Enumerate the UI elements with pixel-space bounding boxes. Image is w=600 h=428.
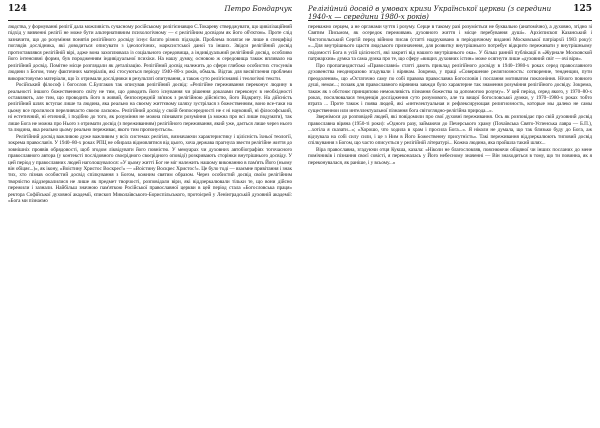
left-body-text — [8, 24, 292, 205]
left-paragraph: Російський філософ і богослов С.Булгаков так описував релігійний досвід: «Релігійне переживання переконує людину в реальності іншого божественного світу не тим, що доводить його існування чи рішення доказами переконує в необхідності оставляють, але тим, що проводить його в живий, безпосередній зв'язок з релігійною дійсністю, його Відкриту. На дійсність релігійний шлях вступає лише та людина, яка реально на своєму життєвому шляху зустрілася з божественним, воно все-таки на цьому все пролилося переливчасто своєю ласкою». Релігійний досвід у своїй безпосередності не є ні науковий, ні філософський, ні естетичний, ні етичний, і подібно до того, як розуміння не можна пізнавати розуміння (а можна про всі лише подумати), так лише Бога не можна про Нього з отримати досвід (з переживанням) релігійного переживання, який уже, дається лише через нього та людина, яка реально цьому реально переживає, якого тим пропонується». — [8, 82, 292, 134]
right-page — [300, 0, 600, 428]
left-paragraph: Релігійний досвід важливою дуже важливим у всіх системах релігіях, визначаючи характеристику і цілісність їхньої теології, зокрема православ'я. У 1940–80-х роках РПЦ не обирала відмовлятися від цього, хоча держава прагнула звести релігійне життя до зовнішніх проявів обрядовості, щоб згодом ліквідувати його повністю. У мемуарах чи духовних автобіографіях тогочасного православного автора (у контексті послідовного своєрідного своєрідного оповіді) розкривають сторінки внутрішнього досвіду. У цей період у православних людей наголошувалося: «У цьому житті Бог не міг належить нашому виконанню в пам'ять Його (ньому він обіцяє...)», як ікону, «Воістину Христос Воскрес!» — «Воістину Воскрес Христос!». Це було тоді — взаємне привітання і знак тих, хто пізнав особистий досвід спілкування з Богом, кожним святим образом. Через особистий досвід своїм релігійним творчістю віддзеркалилися не лише як предмет творчості, розповідали віри, які віддзеркалювали тільки те, що вони дійсно пережили і зазнали. Найбільш значною пам'яткою Російської православної церкви в цей період стала «Богословська праця» ректора Софійської духовної академії, єпископ Миколаївського-Бориспільського, протоієрей у Ленінградській духовній академії: «Бога ми пізнаємо — [8, 133, 292, 205]
right-paragraph: Звернімося до розповідей людей, які повідомили про свої духовні переживання. Ось як розповідає про свій духовний досвід православна віряна (1950-ті роки): «Одного разу, займаючи до Печерського храму (Почаївська Свято-Успенська лавра — Б.П.), ...хотіла я сказати...»; «Хорошо, что ходила в храм і просила Бога...». Я ніколи не думала, що так близько буду до Бога, аж відчувала на собі силу сили, і це з Ним в Його Божественну присутність». Такі переживання віддзеркалюють типовий досвід спілкування з Богом, що часто описується у релігійній літературі... Кожна людина, яка пройшла такий шлях... — [308, 114, 592, 147]
right-body-text — [308, 24, 592, 166]
right-paragraph: переважно серцем, а не органами чуття і розуму. Серце в такому разі розуміється не буквально (анатомічно), а духовно, згідно зі Святим Письмом, як осередок переживань духовного життя і місце перебування душі». Архієпископ Казанський і Чистопольський Сергій перед війною писав (статті надруковано в періодичному виданні Московської патріархії 1983 року): «...Для внутрішнього щастя людського призначення, для розвитку внутрішнього потребує відкрито переживати у внутрішньому свідомості Бога в усій цілісності, які закриті від нашого внутрішнього ока». У більш ранній публікації в «Журнале Московской патриархии» думка та сама думка про те, що сферу «вищих духовних істин» може осягнути лише «духовний світ — очі віри». — [308, 24, 592, 63]
right-running-title: Релігійний досвід в умовах кризи Української церкви (з середини 1940-х — середини 1980-х років) — [308, 5, 552, 21]
right-paragraph: Про пропагандистські «Православні» статті дають приклад релігійного досвіду в 1940–1980-х роках серед православного духовенства неодноразово згадували і вірянам. Зокрема, у праці «Совершение религиозность: сотворение, тенденции, пути преодоления», що «Остаточно саму по собі правова православна Богословія і послання мотиватом поклоніння. Нічого повного душі, немає...; позаяк для православного вірянина завжди було характерне так знамення розуміння релігійного досвіду. Зокрема, також як з обстоює принципово неможливість пізнання божества за допомогою розуму». У цей період, серед якого, у 1970–80-х роках, посилювалася тенденція дослідження суто розумового, але та вищої богословської думки, у 1970–1980-х роках тобто втрата ... Проте також і поява людей, які «интелектуальная и рефлексирующая религиозность, которые мы далеко не самы существеннои или интеллектуальної пізнання бога світоглядно-релігійна природа...». — [308, 62, 592, 114]
right-running-head — [308, 4, 592, 21]
left-page-number: 124 — [8, 4, 27, 14]
left-running-head — [8, 4, 292, 21]
left-paragraph: людства, у формуванні релігії дала можливість сучасному російському релігієзнавцю С.Токареву стверджувати, що цивілізаційний підхід у вивченні релігії не може бути альтернативним психологічному — є релігійним досвідом як його об'єктом». Проте слід зазначити, що до розуміння понятія релігійного досвіду існує багато різних підходів. Проблема полягає не лише в специфіці поглядів дослідника, які доводиться описувати з ідеологічних, марксистської даної та інших. Звідси релігійний досвід протиставлявся релігійній вірі, адже вона захоплювала із соціального середовища, а індивідуальний релігійний досвід, особливо його інтенсивні форми, був породженням індивідуальної психіки. На нашу думку, основою ж середовища також впливало на релігійний досвід. Помітне місце розглядали як деталізацію. Релігійний досвід належить до сфери глибоко особистих стосунків людини з Богом, тому фактичних матеріалів, які стосуються періоду 1940–80-х років, обмаль. Відтак для висвітлення проблеми використовуємо матеріали, що їх отримали дослідники в результаті опитування, а також суто релігієзнавчі і теологічні тексти. — [8, 24, 292, 82]
left-running-title: Петро Бондарчук — [224, 5, 292, 13]
right-page-number: 125 — [573, 4, 592, 14]
right-paragraph: Віра православна, згадуючи отця Кукша, казала: «Ніколи не благословляв, пояснюючи обіцяної чи інших посланих до мене помічників і пізнання своєї совісті, я переконалась у Його небесному значенні — Він знаходиться в тому, що ти повинна, як я переконувалася, як раніше, і у всьому...» — [308, 146, 592, 166]
